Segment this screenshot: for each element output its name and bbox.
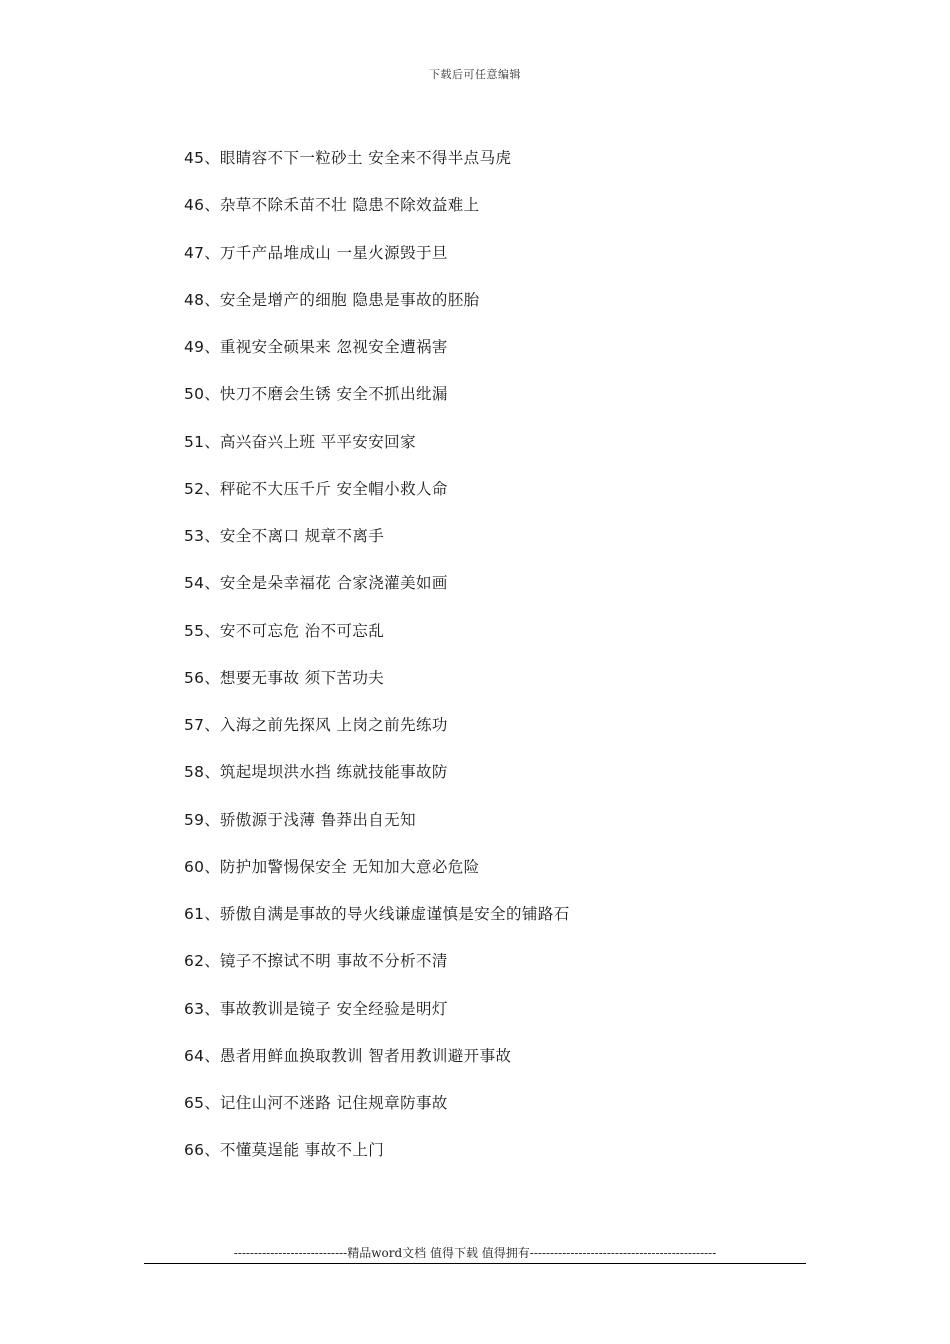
- item-separator: 、: [204, 1046, 220, 1065]
- list-item: [184, 288, 570, 335]
- item-text: 骄傲源于浅薄 鲁莽出自无知: [219, 810, 416, 829]
- item-number: 57: [184, 716, 205, 734]
- item-number: 65: [184, 1094, 205, 1112]
- list-item: [184, 193, 570, 240]
- item-number: 50: [184, 385, 205, 404]
- item-number: 60: [184, 857, 205, 876]
- item-text: 事故教训是镜子 安全经验是明灯: [219, 999, 448, 1018]
- item-separator: 、: [204, 668, 220, 687]
- item-number: 52: [184, 479, 205, 498]
- item-text: 杂草不除禾苗不壮 隐患不除效益难上: [219, 196, 480, 215]
- item-separator: 、: [204, 621, 220, 640]
- item-text: 骄傲自满是事故的导火线谦虚谨慎是安全的铺路石: [219, 905, 570, 923]
- item-text: 万千产品堆成山 一星火源毁于旦: [219, 243, 448, 262]
- item-text: 高兴奋兴上班 平平安安回家: [219, 432, 416, 451]
- item-separator: 、: [204, 290, 220, 309]
- item-text: 记住山河不迷路 记住规章防事故: [219, 1094, 448, 1112]
- slogan-list: [184, 146, 570, 1186]
- item-separator: 、: [204, 385, 220, 404]
- item-number: 49: [184, 338, 205, 356]
- item-separator: 、: [204, 432, 220, 451]
- item-number: 45: [184, 149, 205, 167]
- item-separator: 、: [204, 1141, 220, 1160]
- list-item: [184, 571, 570, 618]
- item-text: 入海之前先探风 上岗之前先练功: [219, 716, 448, 734]
- item-text: 快刀不磨会生锈 安全不抓出纰漏: [219, 385, 448, 404]
- item-separator: 、: [204, 527, 220, 545]
- list-item: [184, 619, 570, 666]
- list-item: [184, 477, 570, 524]
- item-separator: 、: [204, 857, 220, 876]
- item-separator: 、: [204, 810, 220, 829]
- item-text: 想要无事故 须下苦功夫: [219, 668, 385, 687]
- item-number: 54: [184, 574, 205, 593]
- list-item: [184, 430, 570, 477]
- item-separator: 、: [204, 574, 220, 593]
- list-item: [184, 335, 570, 382]
- item-separator: 、: [204, 479, 220, 498]
- item-number: 58: [184, 763, 205, 782]
- item-text: 重视安全硕果来 忽视安全遭祸害: [219, 338, 448, 356]
- list-item: [184, 241, 570, 288]
- page-header: 下载后可任意编辑: [429, 68, 521, 81]
- list-item: [184, 1138, 570, 1185]
- item-number: 59: [184, 810, 205, 829]
- page-footer: ----------------------------精品word文档 值得下载 值得拥有----------------------------------------------: [144, 1245, 806, 1264]
- item-number: 55: [184, 621, 205, 640]
- item-separator: 、: [204, 149, 220, 167]
- item-separator: 、: [204, 999, 220, 1018]
- item-separator: 、: [204, 196, 220, 215]
- item-separator: 、: [204, 716, 220, 734]
- list-item: [184, 666, 570, 713]
- item-number: 47: [184, 243, 205, 262]
- item-text: 不懂莫逞能 事故不上门: [219, 1141, 385, 1160]
- item-number: 51: [184, 432, 205, 451]
- list-item: [184, 1044, 570, 1091]
- item-text: 秤砣不大压千斤 安全帽小救人命: [219, 479, 448, 498]
- list-item: [184, 949, 570, 996]
- item-text: 安不可忘危 治不可忘乱: [219, 621, 385, 640]
- item-text: 安全是增产的细胞 隐患是事故的胚胎: [219, 290, 480, 309]
- list-item: [184, 808, 570, 855]
- list-item: [184, 997, 570, 1044]
- item-number: 56: [184, 668, 205, 687]
- list-item: [184, 760, 570, 807]
- item-text: 安全是朵幸福花 合家浇灌美如画: [219, 574, 448, 593]
- item-text: 防护加警惕保安全 无知加大意必危险: [219, 857, 480, 876]
- item-number: 63: [184, 999, 205, 1018]
- item-number: 48: [184, 290, 205, 309]
- list-item: [184, 713, 570, 760]
- item-separator: 、: [204, 763, 220, 782]
- item-text: 安全不离口 规章不离手: [219, 527, 385, 545]
- item-number: 66: [184, 1141, 205, 1160]
- list-item: [184, 855, 570, 902]
- list-item: [184, 146, 570, 193]
- item-separator: 、: [204, 952, 220, 971]
- list-item: [184, 902, 570, 949]
- item-number: 62: [184, 952, 205, 971]
- item-text: 镜子不擦试不明 事故不分析不清: [219, 952, 448, 971]
- list-item: [184, 524, 570, 571]
- item-number: 46: [184, 196, 205, 215]
- item-number: 61: [184, 905, 205, 923]
- item-separator: 、: [204, 338, 220, 356]
- item-separator: 、: [204, 1094, 220, 1112]
- item-text: 筑起堤坝洪水挡 练就技能事故防: [219, 763, 448, 782]
- item-number: 53: [184, 527, 205, 545]
- item-separator: 、: [204, 243, 220, 262]
- item-separator: 、: [204, 905, 220, 923]
- item-text: 眼睛容不下一粒砂土 安全来不得半点马虎: [219, 149, 512, 167]
- list-item: [184, 382, 570, 429]
- item-text: 愚者用鲜血换取教训 智者用教训避开事故: [219, 1046, 512, 1065]
- list-item: [184, 1091, 570, 1138]
- item-number: 64: [184, 1046, 205, 1065]
